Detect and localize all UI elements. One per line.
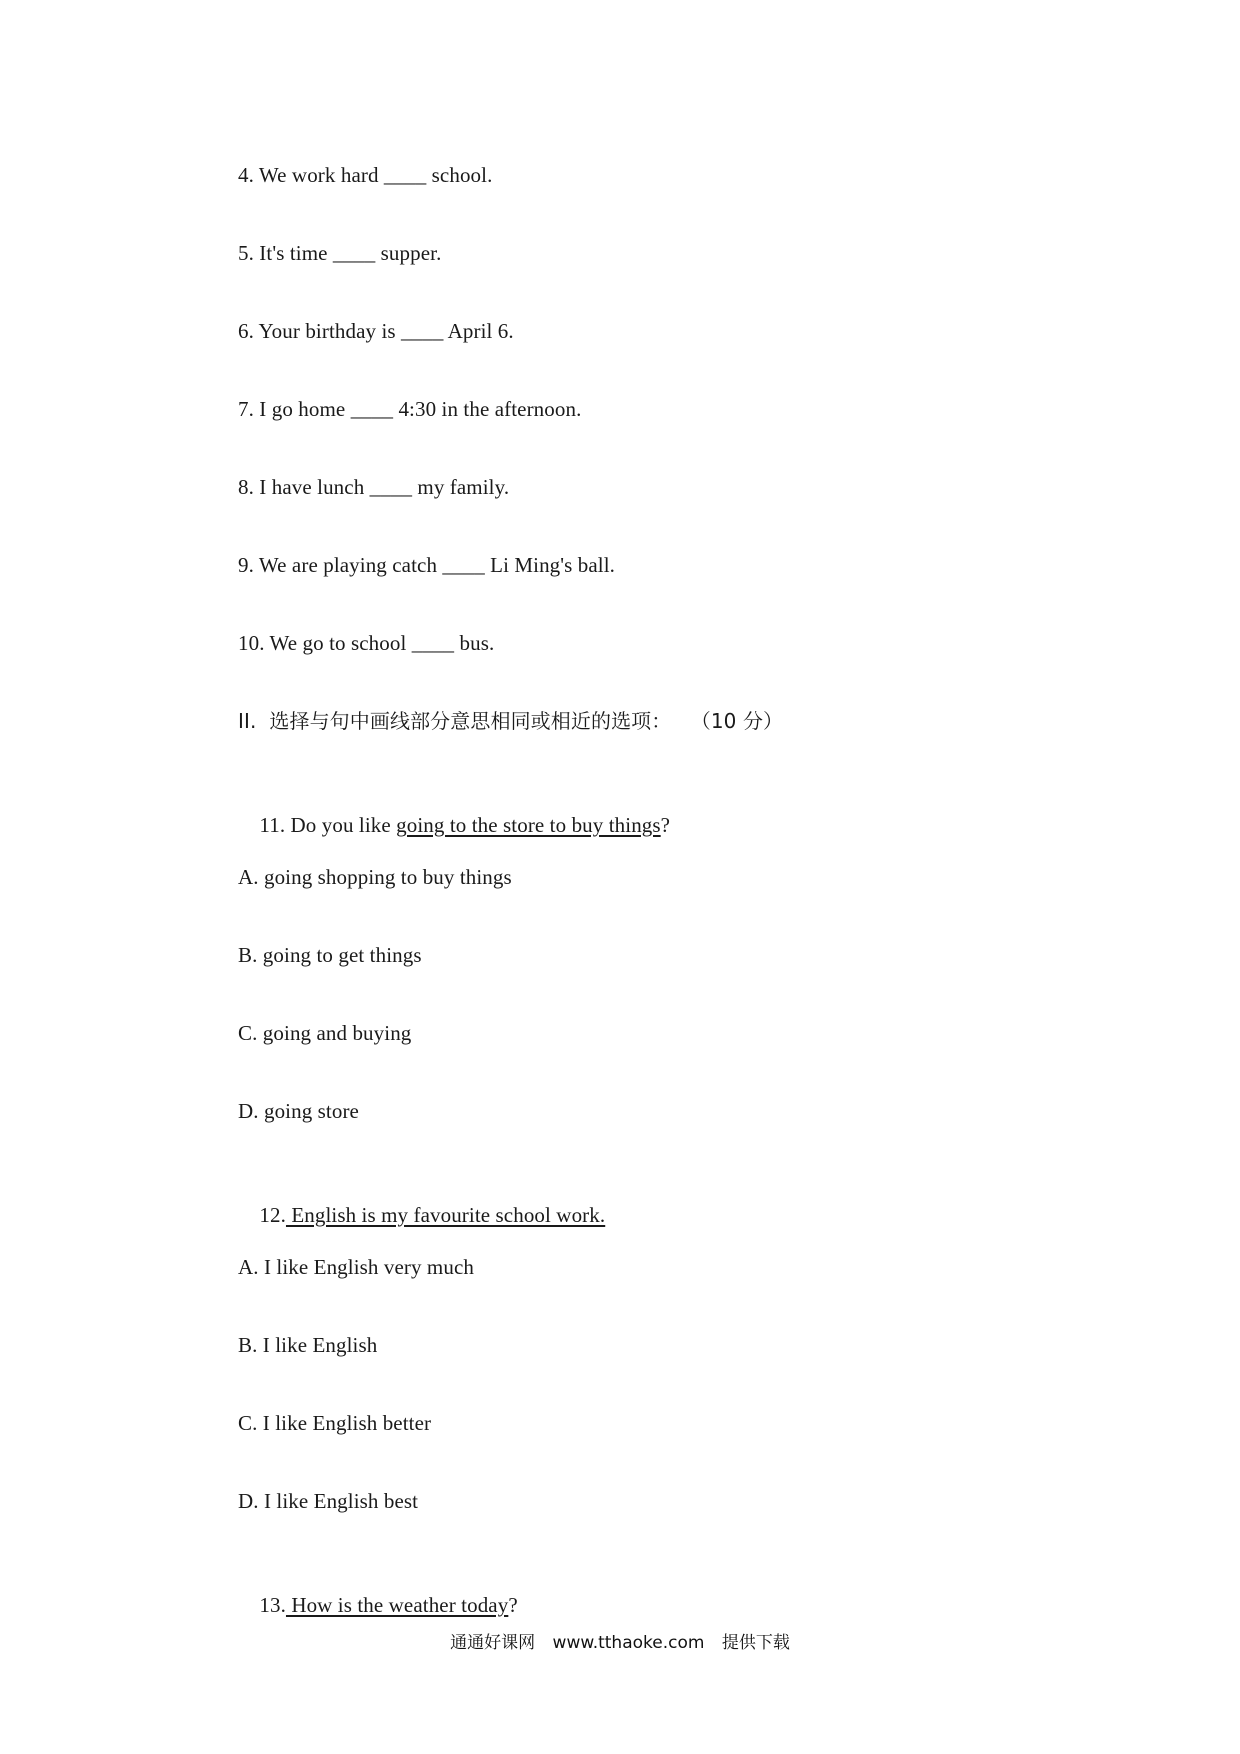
question-12-option-c: C. I like English better bbox=[238, 1411, 432, 1435]
question-12-underlined: English is my favourite school work. bbox=[285, 1203, 606, 1227]
question-8: 8. I have lunch ____ my family. bbox=[238, 475, 510, 499]
question-5: 5. It's time ____ supper. bbox=[238, 241, 442, 265]
footer-url[interactable]: www.tthaoke.com bbox=[552, 1633, 705, 1653]
question-12-prefix: 12. bbox=[259, 1203, 286, 1227]
question-6: 6. Your birthday is ____ April 6. bbox=[238, 319, 514, 343]
question-7: 7. I go home ____ 4:30 in the afternoon. bbox=[238, 397, 582, 421]
question-11-prefix: 11. Do you like bbox=[259, 813, 397, 837]
question-12 bbox=[238, 1176, 605, 1254]
question-11-option-b: B. going to get things bbox=[238, 943, 422, 967]
footer-site-name: 通通好课网 bbox=[450, 1633, 536, 1653]
page-footer bbox=[0, 1632, 1240, 1654]
question-11-option-c: C. going and buying bbox=[238, 1021, 412, 1045]
question-12-option-d: D. I like English best bbox=[238, 1489, 419, 1513]
question-13-underlined: How is the weather today bbox=[285, 1593, 509, 1617]
question-12-option-a: A. I like English very much bbox=[238, 1255, 474, 1279]
question-13-prefix: 13. bbox=[259, 1593, 286, 1617]
question-4: 4. We work hard ____ school. bbox=[238, 163, 493, 187]
question-10: 10. We go to school ____ bus. bbox=[238, 631, 495, 655]
footer-tagline: 提供下载 bbox=[721, 1633, 790, 1653]
question-11-underlined: going to the store to buy things bbox=[396, 813, 661, 837]
question-11-suffix: ? bbox=[660, 813, 671, 837]
question-9: 9. We are playing catch ____ Li Ming's ball. bbox=[238, 553, 616, 577]
question-12-option-b: B. I like English bbox=[238, 1333, 378, 1357]
question-13-suffix: ? bbox=[508, 1593, 518, 1617]
question-11-option-a: A. going shopping to buy things bbox=[238, 865, 512, 889]
question-11-option-d: D. going store bbox=[238, 1099, 359, 1123]
section-2-heading: II. 选择与句中画线部分意思相同或相近的选项： （10 分） bbox=[238, 709, 784, 733]
question-11 bbox=[238, 786, 670, 864]
